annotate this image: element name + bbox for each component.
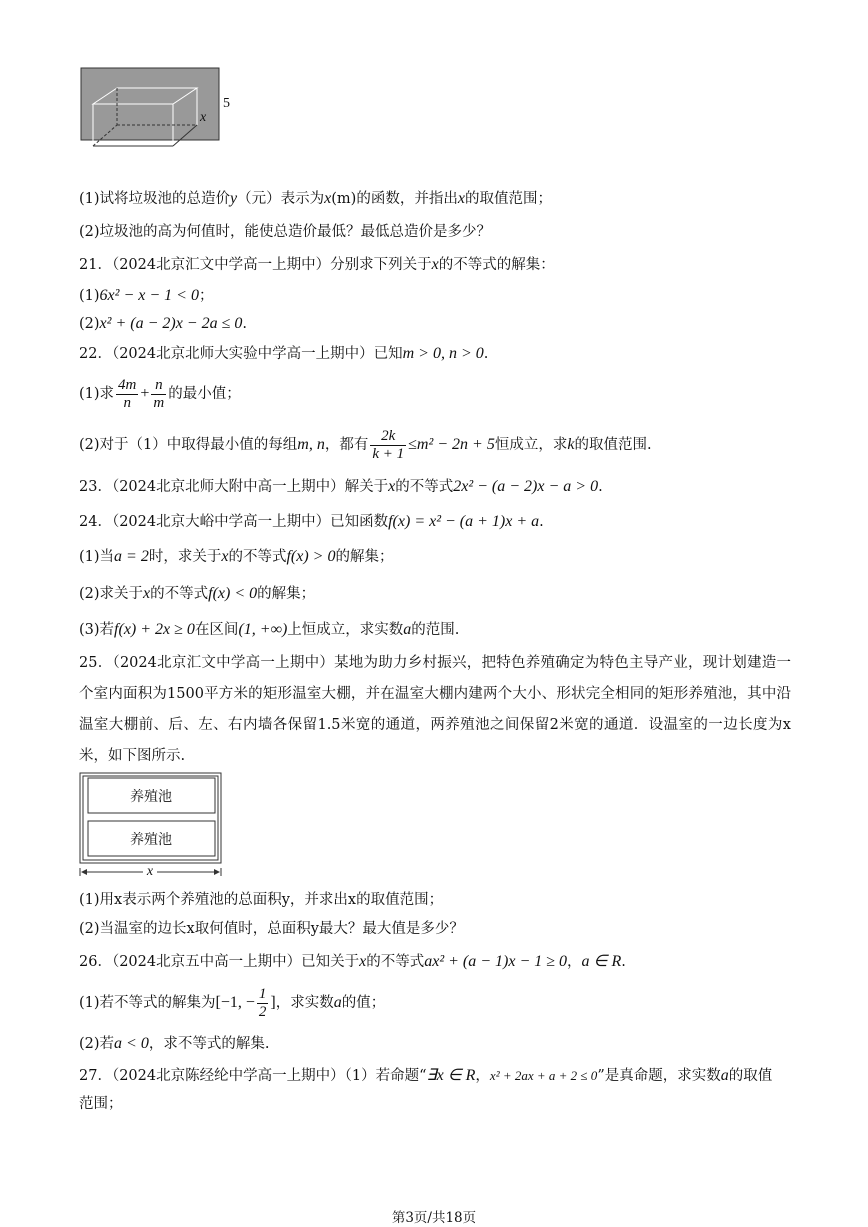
q24-stem: 24．（2024北京大峪中学高一上期中）已知函数f(x) = x² − (a + 1)x + a. bbox=[79, 513, 544, 530]
q25-part1: (1)用x表示两个养殖池的总面积y，并求出x的取值范围； bbox=[79, 892, 444, 908]
figure1-x-label: x bbox=[200, 110, 207, 125]
q23-stem: 23．（2024北京北师大附中高一上期中）解关于x的不等式2x² − (a − 2)x − a > 0. bbox=[79, 478, 603, 495]
figure1-5-label: 5 bbox=[223, 96, 230, 111]
fraction-4m-over-n: $\frac{4m}{n}$ bbox=[118, 376, 137, 411]
q24-part2: (2)求关于x的不等式f(x) < 0的解集； bbox=[79, 585, 316, 602]
pool-1-label: 养殖池 bbox=[130, 789, 172, 805]
q22-stem: 22．（2024北京北师大实验中学高一上期中）已知m > 0, n > 0. bbox=[79, 345, 489, 362]
pool-2-label: 养殖池 bbox=[130, 832, 172, 848]
q20-part1: (1)试将垃圾池的总造价y（元）表示为x(m)的函数，并指出x的取值范围； bbox=[79, 190, 552, 207]
q25-part2: (2)当温室的边长x取何值时，总面积y最大？最大值是多少？ bbox=[79, 921, 464, 937]
q25-stem: 25．（2024北京汇文中学高一上期中）某地为助力乡村振兴，把特色养殖确定为特色主导产业，现计划建造一个室内面积为1500平方米的矩形温室大棚，并在温室大棚内建两个大小、形状完全相同的矩形养殖池，其中沿温室大棚前、后、左、右内墙各保留1.5米宽的通道，两养殖池之间保留2米宽的通道．设温室的一边长度为x米，如下图所示. bbox=[79, 655, 791, 764]
figure2-x-label: x bbox=[146, 864, 154, 879]
q27-stem-continued: 范围； bbox=[79, 1096, 123, 1112]
q24-part1: (1)当a = 2时，求关于x的不等式f(x) > 0的解集； bbox=[79, 548, 394, 565]
q21-part1: (1)6x² − x − 1 < 0； bbox=[79, 287, 214, 304]
page-footer: 第3页/共18页 bbox=[391, 1210, 477, 1226]
q26-part2: (2)若a < 0，求不等式的解集. bbox=[79, 1035, 270, 1052]
fraction-2k-over-k-plus-1: $\frac{2k}{k + 1}$ bbox=[372, 427, 405, 462]
q22-part2: (2)对于（1）中取得最小值的每组m, n，都有 $\frac{2k}{k + 1}$ ≤m² − 2n + 5恒成立，求k的取值范围. bbox=[79, 427, 652, 462]
q24-part3: (3)若f(x) + 2x ≥ 0在区间(1, +∞)上恒成立，求实数a的范围. bbox=[79, 621, 460, 638]
fraction-n-over-m: $\frac{n}{m}$ bbox=[153, 376, 165, 411]
fraction-1-over-2: $\frac{1}{2}$ bbox=[258, 985, 267, 1020]
garbage-pool-figure bbox=[79, 67, 239, 149]
q21-part2: (2)x² + (a − 2)x − 2a ≤ 0. bbox=[79, 315, 247, 332]
greenhouse-figure bbox=[79, 772, 227, 880]
q20-part2: (2)垃圾池的高为何值时，能使总造价最低？最低总造价是多少？ bbox=[79, 224, 492, 240]
q21-stem: 21．（2024北京汇文中学高一上期中）分别求下列关于x的不等式的解集： bbox=[79, 256, 555, 273]
q26-stem: 26．（2024北京五中高一上期中）已知关于x的不等式ax² + (a − 1)x − 1 ≥ 0，a ∈ R. bbox=[79, 953, 626, 970]
q22-part1: (1)求 $\frac{4m}{n}$ + $\frac{n}{m}$ 的最小值； bbox=[79, 376, 241, 411]
q26-part1: (1)若不等式的解集为[−1, − $\frac{1}{2}$ ]，求实数a的值； bbox=[79, 985, 386, 1020]
q27-stem: 27．（2024北京陈经纶中学高一上期中）（1）若命题“∃x ∈ R，x² + 2ax + a + 2 ≤ 0”是真命题，求实数a的取值 bbox=[79, 1067, 773, 1084]
